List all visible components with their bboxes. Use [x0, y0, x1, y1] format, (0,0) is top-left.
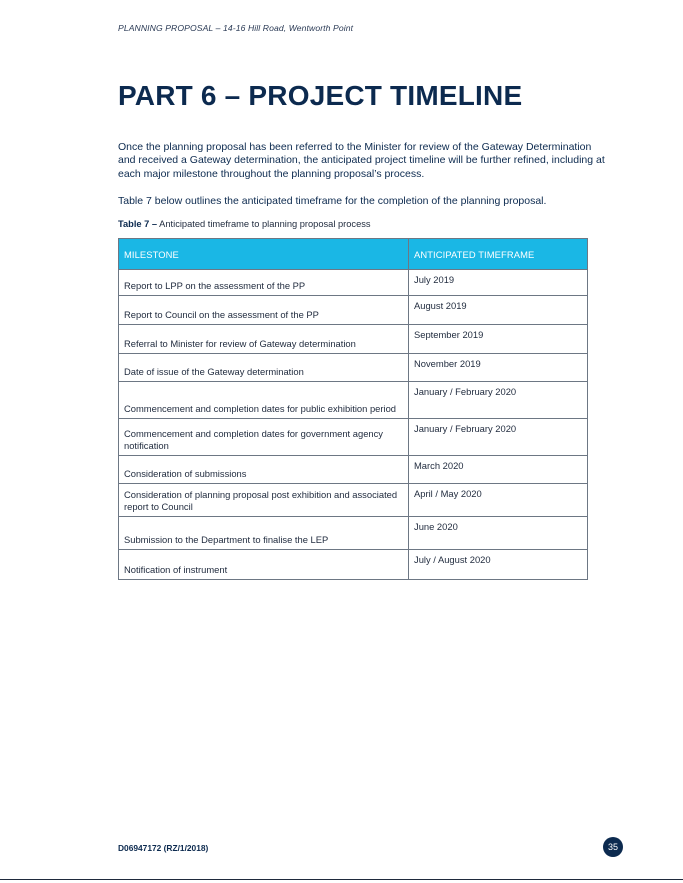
timeframe-column-header: ANTICIPATED TIMEFRAME — [409, 239, 588, 270]
running-header: PLANNING PROPOSAL – 14-16 Hill Road, Wentworth Point — [118, 23, 354, 33]
table-row — [119, 382, 588, 419]
milestone-column-header: MILESTONE — [119, 239, 409, 270]
milestone-cell: Date of issue of the Gateway determination — [119, 354, 409, 382]
milestone-cell: Report to LPP on the assessment of the PP — [119, 270, 409, 296]
milestone-cell: Consideration of submissions — [119, 456, 409, 484]
table-row — [119, 325, 588, 354]
bottom-rule — [0, 879, 683, 880]
table-caption-label: Table 7 – — [118, 219, 158, 229]
timeframe-cell: January / February 2020 — [409, 419, 588, 456]
table-caption-text: Anticipated timeframe to planning proposal process — [157, 219, 371, 229]
milestone-cell: Commencement and completion dates for public exhibition period — [119, 382, 409, 419]
table-header-row — [119, 239, 588, 270]
page-number-badge: 35 — [603, 837, 623, 857]
timeline-table — [118, 238, 588, 580]
page-title: PART 6 – PROJECT TIMELINE — [118, 80, 523, 111]
milestone-cell: Commencement and completion dates for government agency notification — [119, 419, 409, 456]
table-row — [119, 484, 588, 517]
table-row — [119, 296, 588, 325]
intro-paragraph: Once the planning proposal has been referred to the Minister for review of the Gateway Determination and received a Gateway determination, the anticipated project timeline will be further refined, including at each major milestone throughout the planning proposal’s process. — [118, 141, 605, 180]
timeframe-cell: March 2020 — [409, 456, 588, 484]
timeframe-cell: November 2019 — [409, 354, 588, 382]
timeframe-cell: June 2020 — [409, 517, 588, 550]
table-row — [119, 550, 588, 580]
table-reference-paragraph: Table 7 below outlines the anticipated timeframe for the completion of the planning proposal. — [118, 195, 547, 207]
timeframe-cell: August 2019 — [409, 296, 588, 325]
table-row — [119, 354, 588, 382]
timeframe-cell: January / February 2020 — [409, 382, 588, 419]
timeframe-cell: April / May 2020 — [409, 484, 588, 517]
table-row — [119, 456, 588, 484]
table-row — [119, 419, 588, 456]
timeframe-cell: July 2019 — [409, 270, 588, 296]
timeframe-cell: September 2019 — [409, 325, 588, 354]
document-id: D06947172 (RZ/1/2018) — [118, 843, 209, 853]
milestone-cell: Submission to the Department to finalise the LEP — [119, 517, 409, 550]
milestone-cell: Report to Council on the assessment of the PP — [119, 296, 409, 325]
milestone-cell: Notification of instrument — [119, 550, 409, 580]
milestone-cell: Referral to Minister for review of Gateway determination — [119, 325, 409, 354]
table-row — [119, 517, 588, 550]
milestone-cell: Consideration of planning proposal post exhibition and associated report to Council — [119, 484, 409, 517]
table-caption — [118, 219, 371, 229]
table-row — [119, 270, 588, 296]
timeframe-cell: July / August 2020 — [409, 550, 588, 580]
